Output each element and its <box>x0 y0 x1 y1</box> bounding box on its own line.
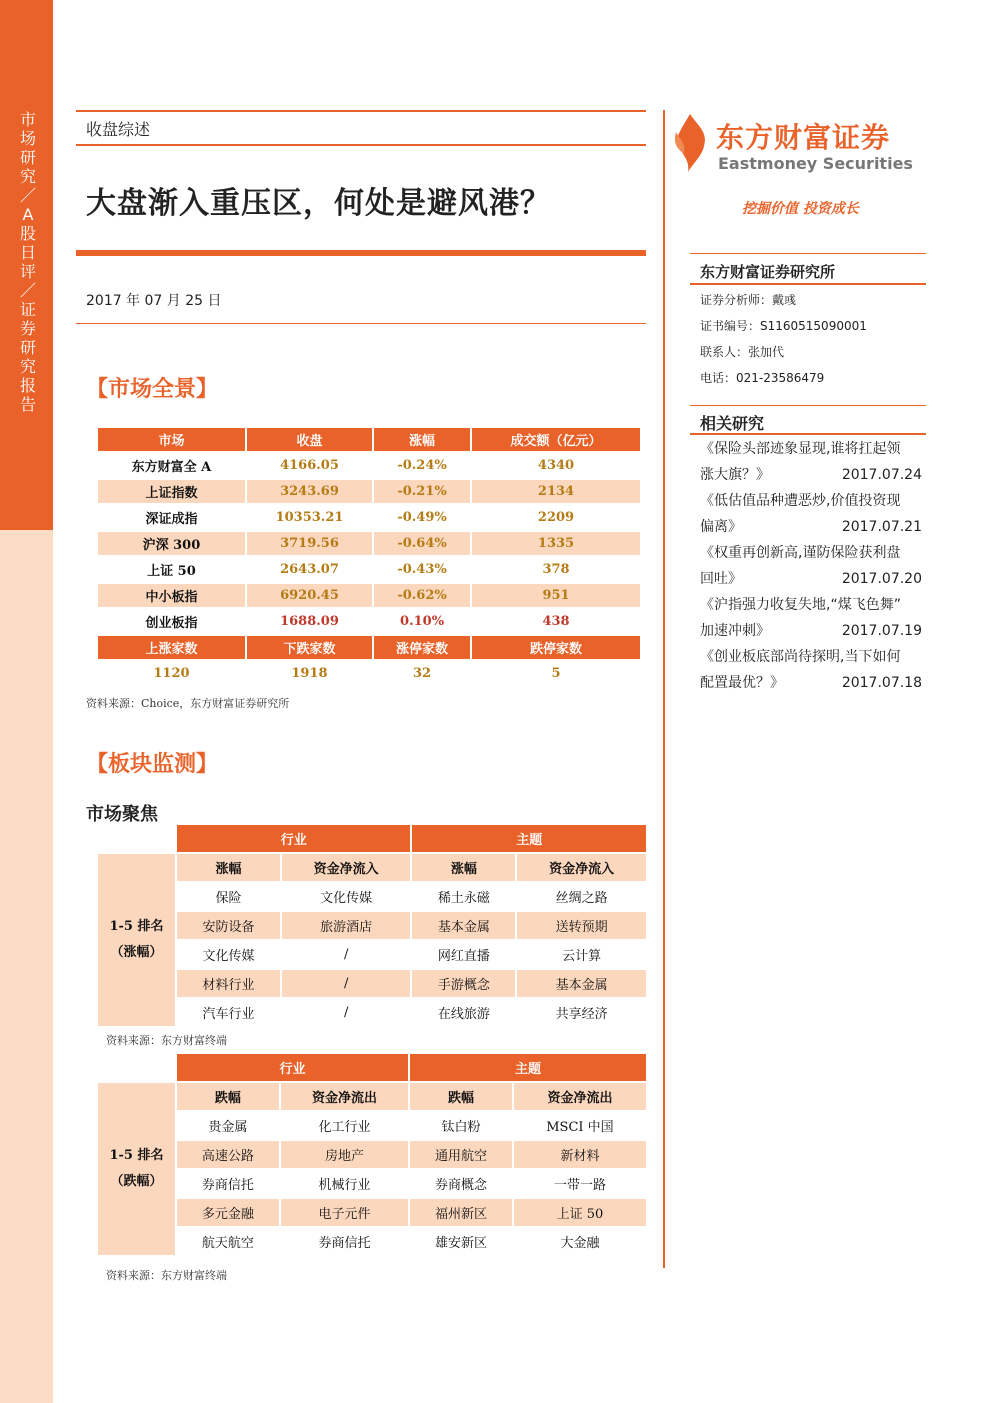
cell: 航天航空 <box>201 1236 254 1251</box>
cell: 高速公路 <box>177 1141 279 1168</box>
col-decliners: 下跌家数 <box>247 636 372 659</box>
sub-col: 资金净流入 <box>517 854 646 881</box>
advancers-value: 1120 <box>153 666 190 681</box>
market-turnover: 1335 <box>472 532 640 555</box>
cell: 在线旅游 <box>437 1007 490 1022</box>
table-row <box>98 584 640 607</box>
table-row <box>98 999 646 1026</box>
sub-col: 跌幅 <box>177 1083 279 1110</box>
cell: 丝绸之路 <box>555 891 608 906</box>
cell: 汽车行业 <box>202 1007 255 1022</box>
table-row <box>98 1141 646 1168</box>
sub-col: 资金净流出 <box>281 1083 408 1110</box>
market-name: 深证成指 <box>145 512 198 527</box>
cell: / <box>343 947 349 962</box>
cell: 券商概念 <box>435 1178 488 1193</box>
sector-down-table <box>96 1052 648 1257</box>
market-change: -0.43% <box>397 562 447 577</box>
col-turnover: 成交额（亿元） <box>472 428 640 451</box>
sidebar-label: 市场研究／A股日评／证券研究报告 <box>19 110 36 414</box>
market-close: 2643.07 <box>280 562 339 577</box>
rank-label-line2: （跌幅） <box>110 1174 163 1189</box>
market-name: 东方财富全 A <box>131 460 212 475</box>
market-change: -0.62% <box>374 584 470 607</box>
group-industry: 行业 <box>177 825 410 852</box>
table-row <box>98 532 640 555</box>
market-turnover: 2134 <box>472 480 640 503</box>
market-close: 6920.45 <box>247 584 372 607</box>
institute-rule-top <box>690 253 926 254</box>
corner-cell <box>98 825 175 852</box>
report-title: 大盘渐入重压区，何处是避风港？ <box>86 186 551 221</box>
market-header-row <box>98 428 640 451</box>
market-close: 1688.09 <box>280 614 339 629</box>
cell: 云计算 <box>562 949 602 964</box>
sector-heading: 【板块监测】 <box>86 751 219 777</box>
cell: 材料行业 <box>177 970 280 997</box>
table-row <box>98 454 640 477</box>
cell: 稀土永磁 <box>437 891 490 906</box>
table-row <box>98 558 640 581</box>
cell: 机械行业 <box>318 1178 371 1193</box>
related-title-line1: 《权重再创新高,谨防保险获利盘 <box>700 545 901 561</box>
cell: 多元金融 <box>177 1199 279 1226</box>
cell: 共享经济 <box>555 1007 608 1022</box>
market-name: 中小板指 <box>98 584 245 607</box>
cell: 雄安新区 <box>435 1236 488 1251</box>
cell: 上证 50 <box>514 1199 646 1226</box>
table-row <box>98 480 640 503</box>
related-title-line1: 《沪指强力收复失地,“煤飞色舞” <box>700 597 901 613</box>
rank-label <box>98 1083 175 1255</box>
sub-header-row <box>98 854 646 881</box>
sector-down-source: 资料来源：东方财富终端 <box>106 1269 227 1282</box>
market-name: 创业板指 <box>145 616 198 631</box>
market-turnover: 951 <box>472 584 640 607</box>
sub-col: 资金净流出 <box>514 1083 646 1110</box>
section-tag: 收盘综述 <box>86 120 151 139</box>
related-title-line1: 《低估值品种遭恶炒,价值投资现 <box>700 493 901 509</box>
market-close: 4166.05 <box>280 458 339 473</box>
market-name: 上证 50 <box>147 564 196 579</box>
market-turnover: 438 <box>542 614 570 629</box>
group-row <box>98 1054 646 1081</box>
table-row <box>98 1199 646 1226</box>
table-row <box>98 610 640 633</box>
sector-up-source: 资料来源：东方财富终端 <box>106 1034 227 1047</box>
table-row <box>98 941 646 968</box>
cell: 钛白粉 <box>441 1120 481 1135</box>
group-row <box>98 825 646 852</box>
related-link[interactable] <box>700 488 922 540</box>
breadth-header-row <box>98 636 640 659</box>
related-rule-top <box>690 405 926 406</box>
cell: 电子元件 <box>281 1199 408 1226</box>
market-focus-heading: 市场聚焦 <box>86 804 158 825</box>
market-change: -0.49% <box>397 510 447 525</box>
related-date: 2017.07.19 <box>841 623 922 639</box>
breadth-values-row <box>98 662 640 685</box>
cell: 券商信托 <box>201 1178 254 1193</box>
cell: 基本金属 <box>517 970 646 997</box>
limit-up-value: 32 <box>413 666 432 681</box>
related-title-line2: 涨大旗？》 <box>700 467 770 483</box>
header-rule-top <box>76 110 646 112</box>
phone: 电话：021-23586479 <box>700 371 825 385</box>
table-row <box>98 970 646 997</box>
market-change: -0.21% <box>374 480 470 503</box>
related-title-line2: 偏离》 <box>700 519 742 535</box>
cell: 手游概念 <box>412 970 515 997</box>
table-row <box>98 883 646 910</box>
logo-text-cn: 东方财富证券 <box>716 121 891 154</box>
limit-down-value: 5 <box>551 666 561 681</box>
cell: 大金融 <box>560 1236 600 1251</box>
cell: / <box>343 1005 349 1020</box>
company-logo <box>668 112 928 182</box>
market-close: 10353.21 <box>275 510 344 525</box>
rank-label-line1: 1-5 排名 <box>109 1148 164 1163</box>
related-title-line2: 回吐》 <box>700 571 742 587</box>
related-title-line2: 配置最优？》 <box>700 675 784 691</box>
slogan: 挖掘价值 投资成长 <box>742 201 859 217</box>
related-heading: 相关研究 <box>700 414 765 433</box>
column-divider <box>663 110 665 1268</box>
col-advancers: 上涨家数 <box>98 636 245 659</box>
table-row <box>98 1228 646 1255</box>
market-turnover: 378 <box>542 562 570 577</box>
market-close: 3719.56 <box>247 532 372 555</box>
cell: 通用航空 <box>410 1141 512 1168</box>
market-change: 0.10% <box>400 614 445 629</box>
sub-col: 跌幅 <box>410 1083 512 1110</box>
market-change: -0.24% <box>397 458 447 473</box>
col-limit-down: 跌停家数 <box>472 636 640 659</box>
contact-person: 联系人：张加代 <box>700 345 785 359</box>
logo-text-en: Eastmoney Securities <box>718 154 913 173</box>
group-theme: 主题 <box>412 825 646 852</box>
decliners-value: 1918 <box>291 666 328 681</box>
date-rule <box>76 323 646 324</box>
related-date: 2017.07.20 <box>841 571 922 587</box>
col-limit-up: 涨停家数 <box>374 636 470 659</box>
related-rule-bottom <box>690 433 926 435</box>
rank-label-line1: 1-5 排名 <box>109 919 164 934</box>
related-date: 2017.07.18 <box>841 675 922 691</box>
related-title-line1: 《保险头部迹象显现,谁将扛起领 <box>700 441 901 457</box>
rank-label-line2: （涨幅） <box>110 945 163 960</box>
table-row <box>98 506 640 529</box>
header-rule-2 <box>76 144 646 146</box>
related-link[interactable] <box>700 592 922 644</box>
related-link[interactable] <box>700 436 922 488</box>
col-close: 收盘 <box>247 428 372 451</box>
sector-up-table <box>96 823 648 1028</box>
sidebar-light <box>0 530 53 1403</box>
cell: 基本金属 <box>412 912 515 939</box>
table-row <box>98 912 646 939</box>
cell: 福州新区 <box>410 1199 512 1226</box>
sub-col: 涨幅 <box>177 854 280 881</box>
corner-cell <box>98 1054 175 1081</box>
related-date: 2017.07.21 <box>841 519 922 535</box>
col-market: 市场 <box>98 428 245 451</box>
title-bar <box>76 250 646 256</box>
cell: 券商信托 <box>318 1236 371 1251</box>
cell: 化工行业 <box>318 1120 371 1135</box>
market-turnover: 4340 <box>537 458 575 473</box>
related-link[interactable] <box>700 540 922 592</box>
cell: MSCI 中国 <box>546 1120 614 1135</box>
cell: 安防设备 <box>177 912 280 939</box>
related-date: 2017.07.24 <box>841 467 922 483</box>
market-close: 3243.69 <box>247 480 372 503</box>
cell: 网红直播 <box>437 949 490 964</box>
cell: 贵金属 <box>208 1120 248 1135</box>
cert-number: 证书编号：S1160515090001 <box>700 319 867 333</box>
rank-label <box>98 854 175 1026</box>
sub-header-row <box>98 1083 646 1110</box>
col-change: 涨幅 <box>374 428 470 451</box>
cell: 新材料 <box>514 1141 646 1168</box>
market-name: 沪深 300 <box>98 532 245 555</box>
related-title-line1: 《创业板底部尚待探明,当下如何 <box>700 649 901 665</box>
cell: 送转预期 <box>517 912 646 939</box>
cell: 一带一路 <box>553 1178 606 1193</box>
flame-logo-icon <box>668 112 714 174</box>
market-turnover: 2209 <box>537 510 575 525</box>
cell: 房地产 <box>281 1141 408 1168</box>
cell: / <box>282 970 411 997</box>
market-table <box>96 425 642 688</box>
table-row <box>98 1170 646 1197</box>
market-change: -0.64% <box>374 532 470 555</box>
market-name: 上证指数 <box>98 480 245 503</box>
group-theme: 主题 <box>410 1054 646 1081</box>
related-link[interactable] <box>700 644 922 696</box>
cell: 文化传媒 <box>320 891 373 906</box>
related-title-line2: 加速冲刺》 <box>700 623 770 639</box>
institute-rule-bottom <box>690 283 926 285</box>
market-heading: 【市场全景】 <box>86 376 219 402</box>
market-source: 资料来源：Choice，东方财富证券研究所 <box>86 697 290 710</box>
sub-col: 资金净流入 <box>282 854 411 881</box>
sub-col: 涨幅 <box>412 854 515 881</box>
cell: 保险 <box>215 891 242 906</box>
cell: 旅游酒店 <box>282 912 411 939</box>
cell: 文化传媒 <box>202 949 255 964</box>
analyst: 证券分析师：戴彧 <box>700 293 797 307</box>
institute-name: 东方财富证券研究所 <box>700 263 836 281</box>
report-date: 2017 年 07 月 25 日 <box>86 293 222 309</box>
group-industry: 行业 <box>177 1054 408 1081</box>
table-row <box>98 1112 646 1139</box>
